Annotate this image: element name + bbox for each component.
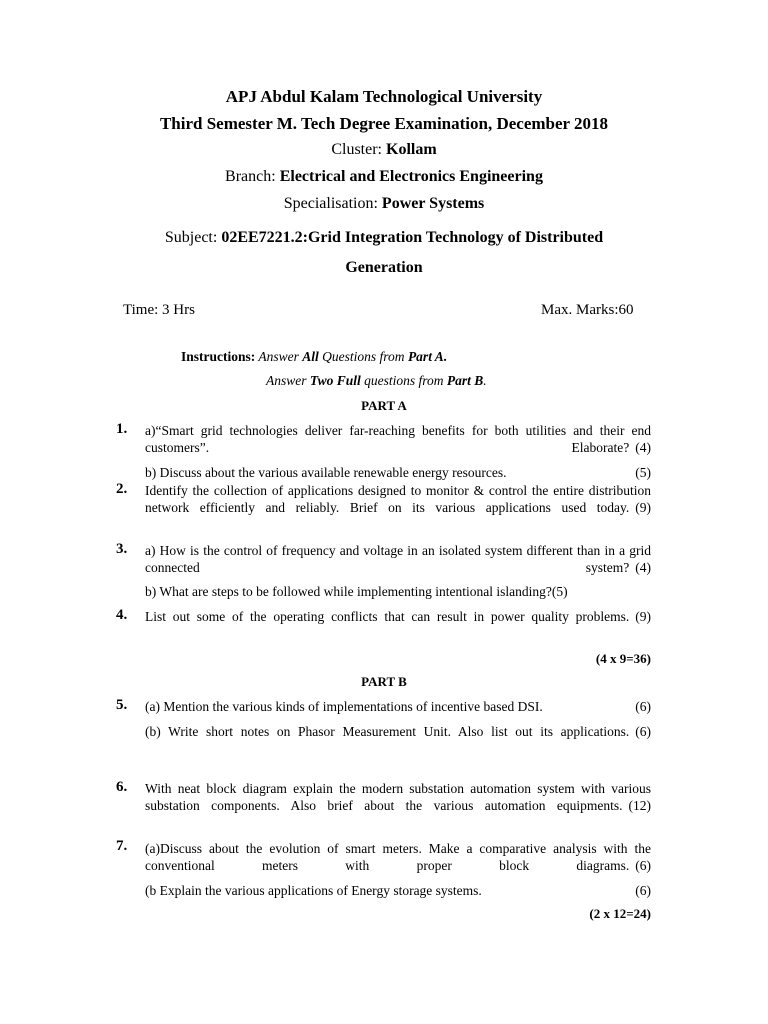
question-number: 6. (116, 779, 128, 795)
cluster-value: Kollam (386, 141, 437, 158)
question-marks: (6) (635, 724, 651, 739)
question-number: 4. (116, 607, 128, 623)
instr-text: questions from (360, 373, 447, 388)
question-5b (145, 723, 651, 740)
question-marks: (6) (635, 858, 651, 873)
question-3b (145, 583, 651, 600)
specialisation-value: Power Systems (381, 195, 485, 212)
question-7a (145, 840, 651, 874)
instr-text: Answer (255, 349, 303, 364)
instructions-line-2 (266, 373, 487, 389)
subject-value-continued: Generation (345, 259, 423, 276)
part-a-heading: PART A (361, 398, 407, 413)
question-text: (b Explain the various applications of Energy storage systems. (145, 883, 482, 898)
question-7b (145, 882, 651, 899)
instr-emph: Part B (446, 373, 484, 388)
question-marks: (4) (635, 440, 651, 455)
max-marks: Max. Marks:60 (541, 302, 634, 318)
branch-label: Branch: (225, 168, 280, 185)
question-text: b) Discuss about the various available renewable energy resources. (145, 465, 507, 480)
instr-emph: Two Full (309, 373, 361, 388)
question-marks: (6) (635, 883, 651, 898)
question-6 (145, 780, 651, 814)
question-3a (145, 542, 651, 576)
question-marks: (12) (628, 798, 651, 813)
question-number: 3. (116, 541, 128, 557)
exam-title: Third Semester M. Tech Degree Examination, December 2018 (159, 114, 609, 133)
part-b-heading: PART B (361, 674, 407, 689)
branch-value: Electrical and Electronics Engineering (279, 168, 543, 185)
question-marks: (9) (635, 609, 651, 624)
question-marks: (5) (635, 465, 651, 480)
question-text: (a)Discuss about the evolution of smart meters. Make a comparative analysis with the conventional meters with proper block diagrams. (145, 841, 651, 873)
instr-text: Questions from (318, 349, 408, 364)
specialisation-label: Specialisation: (283, 195, 382, 212)
part-b-total: (2 x 12=24) (589, 906, 651, 921)
part-a-total: (4 x 9=36) (595, 651, 651, 666)
question-text: b) What are steps to be followed while implementing intentional islanding?(5) (145, 584, 568, 599)
question-1b (145, 464, 651, 481)
instructions-line-1 (181, 349, 447, 365)
question-text: a) How is the control of frequency and voltage in an isolated system different than in a grid connected system? (145, 543, 651, 575)
subject-label: Subject: (164, 229, 222, 246)
cluster-line (0, 141, 768, 159)
question-text: (b) Write short notes on Phasor Measurement Unit. Also list out its applications. (145, 724, 630, 739)
question-text: Identify the collection of applications designed to monitor & control the entire distribution network efficiently and reliably. Brief on its various applications used today. (145, 483, 651, 515)
instr-emph: All (302, 349, 319, 364)
question-1a (145, 422, 651, 456)
instr-text: . (443, 349, 448, 364)
question-number: 2. (116, 481, 128, 497)
question-text: With neat block diagram explain the modern substation automation system with various substation components. Also brief about the various automation equipments. (145, 781, 651, 813)
question-marks: (4) (635, 560, 651, 575)
instr-emph: Part A (407, 349, 444, 364)
question-text: a)“Smart grid technologies deliver far-reaching benefits for both utilities and their end customers”. Elaborate? (145, 423, 651, 455)
question-marks: (9) (635, 500, 651, 515)
question-text: (a) Mention the various kinds of implementations of incentive based DSI. (145, 699, 543, 714)
question-number: 7. (116, 838, 128, 854)
subject-value: 02EE7221.2:Grid Integration Technology of Distributed (221, 229, 604, 246)
question-5a (145, 698, 651, 715)
question-text: List out some of the operating conflicts that can result in power quality problems. (145, 609, 630, 624)
question-number: 5. (116, 697, 128, 713)
cluster-label: Cluster: (331, 141, 386, 158)
specialisation-line (0, 195, 768, 213)
instr-text: . (483, 373, 487, 388)
time-allowed: Time: 3 Hrs (123, 302, 195, 318)
instr-text: Answer (266, 373, 310, 388)
university-name: APJ Abdul Kalam Technological University (225, 87, 543, 106)
question-number: 1. (116, 421, 128, 437)
question-2 (145, 482, 651, 516)
branch-line (0, 168, 768, 186)
instructions-label: Instructions: (181, 349, 256, 364)
question-marks: (6) (635, 699, 651, 714)
question-4 (145, 608, 651, 625)
subject-line (0, 229, 768, 247)
